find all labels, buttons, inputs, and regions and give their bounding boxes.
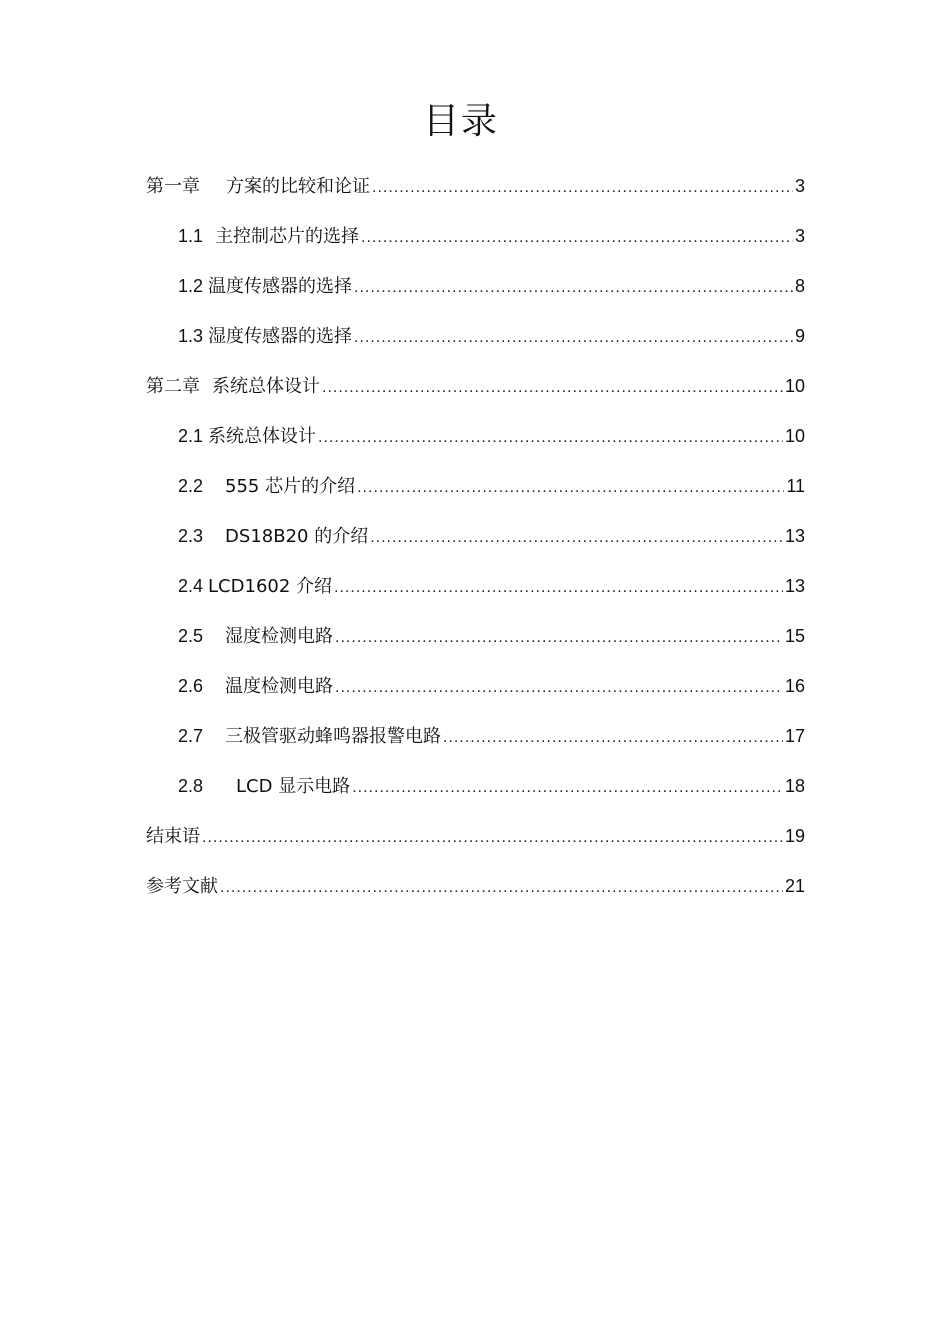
toc-entry-page: 19 [784,826,805,846]
toc-entry-section-1-3[interactable] [146,311,805,361]
toc-leader-dots [354,263,793,313]
toc-entry-page: 11 [786,476,805,496]
toc-entry-page: 21 [784,876,805,896]
toc-entry-page: 18 [784,776,805,796]
toc-entry-number: 2.3 [178,526,204,546]
toc-entry-page: 13 [784,526,805,546]
toc-leader-dots [370,513,783,563]
toc-leader-dots [322,363,783,413]
toc-entry-text: 湿度检测电路 [225,626,334,647]
toc-entry-page: 9 [794,326,805,346]
toc-entry-section-2-8[interactable] [146,761,805,811]
toc-entry-number: 1.1 [178,226,204,246]
toc-entry-text: 三极管驱动蜂鸣器报警电路 [225,726,442,747]
toc-leader-dots [335,613,783,663]
toc-leader-dots [202,813,783,863]
toc-entry-text: 555 芯片的介绍 [225,476,356,497]
toc-entry-number: 2.4 [178,576,204,596]
toc-entry-number: 1.3 [178,326,204,346]
toc-entry-section-2-1[interactable] [146,411,805,461]
toc-entry-number: 2.2 [178,476,204,496]
toc-entry-text: 湿度传感器的选择 [208,326,353,347]
toc-entry-text: 系统总体设计 [212,376,320,397]
toc-entry-section-2-7[interactable] [146,711,805,761]
toc-entry-page: 16 [784,676,805,696]
toc-entry-page: 13 [784,576,805,596]
toc-entry-references[interactable] [146,861,805,911]
toc-leader-dots [334,563,783,613]
toc-entry-text: LCD1602 介绍 [208,576,333,597]
toc-leader-dots [335,663,783,713]
toc-entry-page: 10 [784,376,805,396]
toc-entry-page: 10 [784,426,805,446]
toc-title: 目录 [422,101,499,142]
toc-entry-chapter-1[interactable] [146,161,805,211]
toc-leader-dots [443,713,783,763]
toc-entry-chapter-2[interactable] [146,361,805,411]
toc-leader-dots [352,763,783,813]
toc-leader-dots [354,313,793,363]
toc-entry-number: 2.8 [178,776,204,796]
toc-entry-text: 系统总体设计 [208,426,317,447]
toc-entry-number: 2.6 [178,676,204,696]
toc-entry-page: 15 [784,626,805,646]
toc-entry-number: 第二章 [146,376,200,396]
toc-entry-text: LCD 显示电路 [236,776,351,797]
toc-entry-number: 2.7 [178,726,204,746]
toc-entry-section-2-4[interactable] [146,561,805,611]
toc-entry-text: 主控制芯片的选择 [215,226,360,247]
toc-leader-dots [220,863,783,913]
toc-entry-number: 1.2 [178,276,204,296]
toc-entry-section-1-1[interactable] [146,211,805,261]
toc-leader-dots [372,163,793,213]
toc-entry-number: 2.1 [178,426,204,446]
toc-entry-text: 结束语 [146,826,200,847]
toc-entry-page: 3 [794,226,805,246]
toc-leader-dots [357,463,784,513]
toc-entry-page: 3 [794,176,805,196]
toc-leader-dots [318,413,783,463]
toc-entry-number: 2.5 [178,626,204,646]
toc-entry-text: 温度检测电路 [225,676,334,697]
toc-entry-text: 方案的比较和论证 [226,176,370,197]
toc-list [146,161,805,911]
toc-entry-page: 8 [794,276,805,296]
toc-entry-section-1-2[interactable] [146,261,805,311]
toc-entry-text: 参考文献 [146,876,218,897]
toc-entry-section-2-5[interactable] [146,611,805,661]
toc-entry-conclusion[interactable] [146,811,805,861]
toc-entry-section-2-3[interactable] [146,511,805,561]
toc-leader-dots [361,213,793,263]
toc-entry-text: DS18B20 的介绍 [225,526,369,547]
toc-entry-number: 第一章 [146,176,200,196]
toc-entry-text: 温度传感器的选择 [208,276,353,297]
toc-entry-section-2-6[interactable] [146,661,805,711]
toc-entry-page: 17 [784,726,805,746]
toc-entry-section-2-2[interactable] [146,461,805,511]
